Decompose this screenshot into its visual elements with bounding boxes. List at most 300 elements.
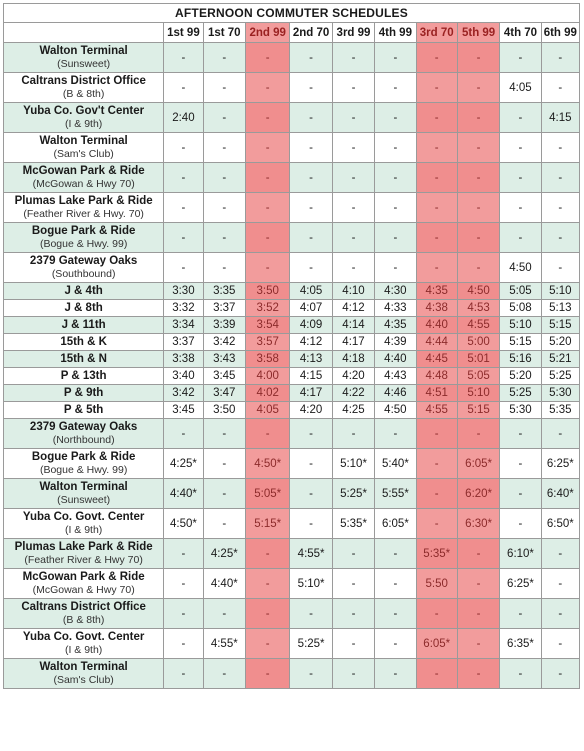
time-cell: 4:09 (290, 317, 332, 334)
time-cell: - (245, 599, 289, 629)
time-cell: - (290, 163, 332, 193)
time-cell: 3:45 (203, 368, 245, 385)
time-cell: 5:16 (500, 351, 541, 368)
time-cell: - (332, 659, 374, 689)
time-cell: 4:10 (332, 283, 374, 300)
time-cell: - (332, 103, 374, 133)
time-cell: 4:17 (290, 385, 332, 402)
stop-location: (Sam's Club) (53, 147, 114, 160)
time-cell: - (541, 539, 579, 569)
stop-name: Walton Terminal (39, 44, 128, 57)
table-row (4, 300, 580, 317)
time-cell: 3:47 (203, 385, 245, 402)
time-cell: 5:30 (500, 402, 541, 419)
time-cell: - (416, 223, 457, 253)
table-row (4, 43, 580, 73)
time-cell: - (541, 253, 579, 283)
table-row (4, 223, 580, 253)
schedule-body (4, 43, 580, 689)
table-row (4, 73, 580, 103)
time-cell: - (457, 253, 499, 283)
time-cell: - (416, 659, 457, 689)
time-cell: 4:38 (416, 300, 457, 317)
stop-location: (McGowan & Hwy 70) (32, 177, 135, 190)
time-cell: 4:20 (332, 368, 374, 385)
time-cell: 5:05 (500, 283, 541, 300)
time-cell: 4:55* (290, 539, 332, 569)
time-cell: 5:25* (290, 629, 332, 659)
stop-cell (4, 300, 164, 317)
time-cell: 6:30* (457, 509, 499, 539)
time-cell: - (541, 599, 579, 629)
stop-name: Walton Terminal (39, 134, 128, 147)
time-cell: - (332, 133, 374, 163)
time-cell: 2:40 (164, 103, 203, 133)
stop-name: Walton Terminal (39, 660, 128, 673)
stop-name: P & 9th (63, 386, 104, 399)
time-cell: - (416, 419, 457, 449)
time-cell: - (500, 43, 541, 73)
time-cell: - (416, 133, 457, 163)
time-cell: - (203, 659, 245, 689)
time-cell: - (245, 163, 289, 193)
stop-cell (4, 599, 164, 629)
time-cell: - (245, 73, 289, 103)
stop-location: (I & 9th) (64, 523, 103, 536)
time-cell: 4:43 (375, 368, 416, 385)
time-cell: - (375, 193, 416, 223)
time-cell: - (332, 419, 374, 449)
time-cell: - (164, 193, 203, 223)
stop-cell (4, 351, 164, 368)
stop-name: McGowan Park & Ride (22, 570, 145, 583)
time-cell: - (164, 629, 203, 659)
time-cell: 3:30 (164, 283, 203, 300)
time-cell: 5:10 (500, 317, 541, 334)
time-cell: - (457, 569, 499, 599)
time-cell: 3:37 (164, 334, 203, 351)
time-cell: 5:01 (457, 351, 499, 368)
time-cell: 6:05* (457, 449, 499, 479)
time-cell: - (203, 103, 245, 133)
time-cell: - (164, 43, 203, 73)
stop-cell (4, 479, 164, 509)
stop-location: (I & 9th) (64, 117, 103, 130)
time-cell: 5:15 (541, 317, 579, 334)
time-cell: - (416, 73, 457, 103)
stop-name: P & 13th (60, 369, 107, 382)
time-cell: 4:00 (245, 368, 289, 385)
time-cell: 5:10* (290, 569, 332, 599)
time-cell: - (332, 539, 374, 569)
time-cell: - (332, 599, 374, 629)
time-cell: - (290, 223, 332, 253)
time-cell: - (416, 509, 457, 539)
time-cell: - (290, 103, 332, 133)
time-cell: - (290, 479, 332, 509)
stop-location: (B & 8th) (62, 87, 105, 100)
time-cell: 4:30 (375, 283, 416, 300)
table-row (4, 317, 580, 334)
time-cell: 5:15 (457, 402, 499, 419)
time-cell: 5:35* (332, 509, 374, 539)
table-row (4, 103, 580, 133)
time-cell: 3:54 (245, 317, 289, 334)
time-cell: - (375, 133, 416, 163)
time-cell: - (541, 569, 579, 599)
stop-location: (I & 9th) (64, 643, 103, 656)
time-cell: 4:44 (416, 334, 457, 351)
time-cell: - (500, 163, 541, 193)
time-cell: 5:05 (457, 368, 499, 385)
stop-column-header (4, 23, 164, 43)
table-row (4, 509, 580, 539)
time-cell: - (290, 659, 332, 689)
time-cell: 5:13 (541, 300, 579, 317)
time-cell: 6:10* (500, 539, 541, 569)
time-cell: - (375, 659, 416, 689)
stop-name: 15th & N (60, 352, 107, 365)
time-cell: 5:25 (541, 368, 579, 385)
time-cell: 4:40 (416, 317, 457, 334)
stop-cell (4, 402, 164, 419)
stop-location: (Bogue & Hwy. 99) (39, 463, 128, 476)
time-cell: 4:53 (457, 300, 499, 317)
stop-name: P & 5th (63, 403, 104, 416)
time-cell: - (457, 419, 499, 449)
table-row (4, 419, 580, 449)
stop-location: (Sam's Club) (53, 673, 114, 686)
time-cell: 4:55 (416, 402, 457, 419)
time-cell: 4:50 (375, 402, 416, 419)
time-cell: - (203, 599, 245, 629)
stop-cell (4, 317, 164, 334)
time-cell: - (416, 253, 457, 283)
time-cell: - (164, 133, 203, 163)
time-cell: - (290, 193, 332, 223)
time-cell: 4:51 (416, 385, 457, 402)
time-cell: 4:02 (245, 385, 289, 402)
time-cell: - (245, 223, 289, 253)
time-cell: - (203, 419, 245, 449)
time-cell: - (245, 659, 289, 689)
time-cell: - (164, 253, 203, 283)
stop-cell (4, 368, 164, 385)
time-cell: 3:37 (203, 300, 245, 317)
stop-cell (4, 253, 164, 283)
time-cell: - (541, 73, 579, 103)
time-cell: 6:05* (416, 629, 457, 659)
time-cell: 3:42 (164, 385, 203, 402)
stop-name: Yuba Co. Govt. Center (22, 630, 145, 643)
time-cell: - (164, 223, 203, 253)
time-cell: 5:15* (245, 509, 289, 539)
time-cell: - (375, 163, 416, 193)
stop-cell (4, 163, 164, 193)
time-cell: 4:50* (164, 509, 203, 539)
stop-location: (Southbound) (51, 267, 116, 280)
time-cell: 4:17 (332, 334, 374, 351)
time-cell: - (290, 599, 332, 629)
time-cell: - (541, 629, 579, 659)
stop-name: McGowan Park & Ride (22, 164, 145, 177)
time-cell: 4:50 (457, 283, 499, 300)
stop-cell (4, 449, 164, 479)
time-cell: 4:22 (332, 385, 374, 402)
time-cell: - (332, 223, 374, 253)
time-cell: - (500, 599, 541, 629)
stop-cell (4, 283, 164, 300)
stop-name: 2379 Gateway Oaks (29, 420, 138, 433)
time-cell: - (416, 479, 457, 509)
time-cell: - (457, 629, 499, 659)
stop-cell (4, 43, 164, 73)
time-cell: 5:35* (416, 539, 457, 569)
time-cell: 4:55 (457, 317, 499, 334)
time-cell: 4:25 (332, 402, 374, 419)
stop-cell (4, 223, 164, 253)
time-cell: 5:10 (541, 283, 579, 300)
stop-cell (4, 193, 164, 223)
route-header-row (4, 23, 580, 43)
time-cell: 3:43 (203, 351, 245, 368)
time-cell: - (500, 479, 541, 509)
table-row (4, 599, 580, 629)
time-cell: - (457, 539, 499, 569)
time-cell: - (203, 73, 245, 103)
time-cell: - (164, 419, 203, 449)
time-cell: - (245, 103, 289, 133)
time-cell: - (245, 253, 289, 283)
table-row (4, 569, 580, 599)
time-cell: 4:35 (416, 283, 457, 300)
stop-name: Caltrans District Office (21, 74, 146, 87)
stop-name: Walton Terminal (39, 480, 128, 493)
time-cell: - (375, 223, 416, 253)
time-cell: - (290, 449, 332, 479)
route-header: 4th 70 (500, 23, 541, 43)
time-cell: 4:50 (500, 253, 541, 283)
time-cell: - (375, 103, 416, 133)
stop-location: (Bogue & Hwy. 99) (39, 237, 128, 250)
time-cell: - (457, 659, 499, 689)
time-cell: - (245, 539, 289, 569)
time-cell: 5:55* (375, 479, 416, 509)
time-cell: 3:52 (245, 300, 289, 317)
time-cell: 4:20 (290, 402, 332, 419)
stop-cell (4, 539, 164, 569)
time-cell: 4:40* (203, 569, 245, 599)
stop-cell (4, 569, 164, 599)
stop-cell (4, 509, 164, 539)
stop-cell (4, 334, 164, 351)
stop-name: J & 8th (64, 301, 103, 314)
time-cell: 6:50* (541, 509, 579, 539)
time-cell: 3:57 (245, 334, 289, 351)
time-cell: 4:15 (290, 368, 332, 385)
time-cell: - (457, 193, 499, 223)
time-cell: 5:08 (500, 300, 541, 317)
route-header: 5th 99 (457, 23, 499, 43)
time-cell: 4:14 (332, 317, 374, 334)
stop-cell (4, 385, 164, 402)
time-cell: - (416, 43, 457, 73)
time-cell: 6:25* (541, 449, 579, 479)
time-cell: - (375, 253, 416, 283)
time-cell: - (500, 509, 541, 539)
time-cell: 3:58 (245, 351, 289, 368)
time-cell: - (164, 163, 203, 193)
time-cell: 4:55* (203, 629, 245, 659)
stop-location: (Northbound) (52, 433, 115, 446)
time-cell: 5:21 (541, 351, 579, 368)
table-row (4, 253, 580, 283)
time-cell: - (164, 569, 203, 599)
stop-location: (Feather River & Hwy 70) (24, 553, 143, 566)
time-cell: - (541, 163, 579, 193)
time-cell: 4:05 (245, 402, 289, 419)
time-cell: 5:40* (375, 449, 416, 479)
stop-name: Plumas Lake Park & Ride (14, 540, 153, 553)
time-cell: - (332, 569, 374, 599)
time-cell: 4:05 (290, 283, 332, 300)
time-cell: 5:15 (500, 334, 541, 351)
time-cell: - (164, 659, 203, 689)
time-cell: - (290, 133, 332, 163)
time-cell: - (375, 419, 416, 449)
time-cell: 3:42 (203, 334, 245, 351)
time-cell: 4:07 (290, 300, 332, 317)
time-cell: 4:05 (500, 73, 541, 103)
time-cell: 4:25* (164, 449, 203, 479)
time-cell: - (203, 479, 245, 509)
time-cell: - (375, 43, 416, 73)
time-cell: - (416, 449, 457, 479)
time-cell: - (164, 73, 203, 103)
route-header: 4th 99 (375, 23, 416, 43)
time-cell: 3:32 (164, 300, 203, 317)
time-cell: - (203, 43, 245, 73)
time-cell: - (332, 43, 374, 73)
time-cell: - (332, 193, 374, 223)
time-cell: 5:50 (416, 569, 457, 599)
time-cell: 3:45 (164, 402, 203, 419)
schedule-table (3, 3, 580, 689)
time-cell: 5:25* (332, 479, 374, 509)
table-row (4, 539, 580, 569)
time-cell: 6:25* (500, 569, 541, 599)
stop-name: Yuba Co. Govt. Center (22, 510, 145, 523)
time-cell: - (290, 253, 332, 283)
time-cell: - (541, 659, 579, 689)
time-cell: - (541, 419, 579, 449)
time-cell: - (416, 193, 457, 223)
time-cell: - (457, 163, 499, 193)
time-cell: 3:50 (203, 402, 245, 419)
time-cell: - (500, 419, 541, 449)
time-cell: - (541, 193, 579, 223)
time-cell: 5:20 (541, 334, 579, 351)
time-cell: - (203, 253, 245, 283)
time-cell: 3:35 (203, 283, 245, 300)
time-cell: - (203, 509, 245, 539)
stop-cell (4, 629, 164, 659)
table-row (4, 283, 580, 300)
time-cell: 3:40 (164, 368, 203, 385)
time-cell: - (500, 223, 541, 253)
route-header: 3rd 70 (416, 23, 457, 43)
table-row (4, 163, 580, 193)
stop-name: J & 11th (61, 318, 106, 331)
time-cell: 5:10* (332, 449, 374, 479)
time-cell: - (245, 419, 289, 449)
time-cell: - (245, 569, 289, 599)
time-cell: - (416, 163, 457, 193)
stop-name: J & 4th (64, 284, 103, 297)
time-cell: - (457, 103, 499, 133)
stop-name: Caltrans District Office (21, 600, 146, 613)
stop-cell (4, 133, 164, 163)
time-cell: 4:15 (541, 103, 579, 133)
time-cell: - (375, 599, 416, 629)
time-cell: 5:10 (457, 385, 499, 402)
time-cell: 5:00 (457, 334, 499, 351)
table-row (4, 449, 580, 479)
time-cell: 4:46 (375, 385, 416, 402)
time-cell: - (416, 599, 457, 629)
time-cell: - (332, 163, 374, 193)
table-row (4, 193, 580, 223)
time-cell: - (332, 73, 374, 103)
time-cell: 4:25* (203, 539, 245, 569)
stop-location: (Sunsweet) (57, 57, 111, 70)
table-row (4, 402, 580, 419)
time-cell: - (541, 133, 579, 163)
route-header: 1st 99 (164, 23, 203, 43)
time-cell: 4:12 (290, 334, 332, 351)
stop-cell (4, 73, 164, 103)
table-row (4, 659, 580, 689)
time-cell: 6:40* (541, 479, 579, 509)
stop-name: 15th & K (60, 335, 107, 348)
stop-location: (Sunsweet) (57, 493, 111, 506)
table-row (4, 133, 580, 163)
time-cell: - (290, 419, 332, 449)
time-cell: - (245, 629, 289, 659)
time-cell: - (457, 73, 499, 103)
time-cell: - (203, 133, 245, 163)
time-cell: - (500, 659, 541, 689)
time-cell: - (500, 133, 541, 163)
stop-name: Yuba Co. Gov't Center (23, 104, 145, 117)
time-cell: - (541, 43, 579, 73)
time-cell: 6:20* (457, 479, 499, 509)
stop-cell (4, 659, 164, 689)
route-header: 3rd 99 (332, 23, 374, 43)
stop-name: Bogue Park & Ride (31, 224, 136, 237)
time-cell: - (457, 43, 499, 73)
time-cell: 4:50* (245, 449, 289, 479)
stop-location: (Feather River & Hwy. 70) (23, 207, 144, 220)
time-cell: 3:38 (164, 351, 203, 368)
stop-location: (B & 8th) (62, 613, 105, 626)
time-cell: 5:30 (541, 385, 579, 402)
route-header: 1st 70 (203, 23, 245, 43)
stop-name: Plumas Lake Park & Ride (14, 194, 153, 207)
table-row (4, 351, 580, 368)
time-cell: 4:13 (290, 351, 332, 368)
time-cell: - (245, 43, 289, 73)
